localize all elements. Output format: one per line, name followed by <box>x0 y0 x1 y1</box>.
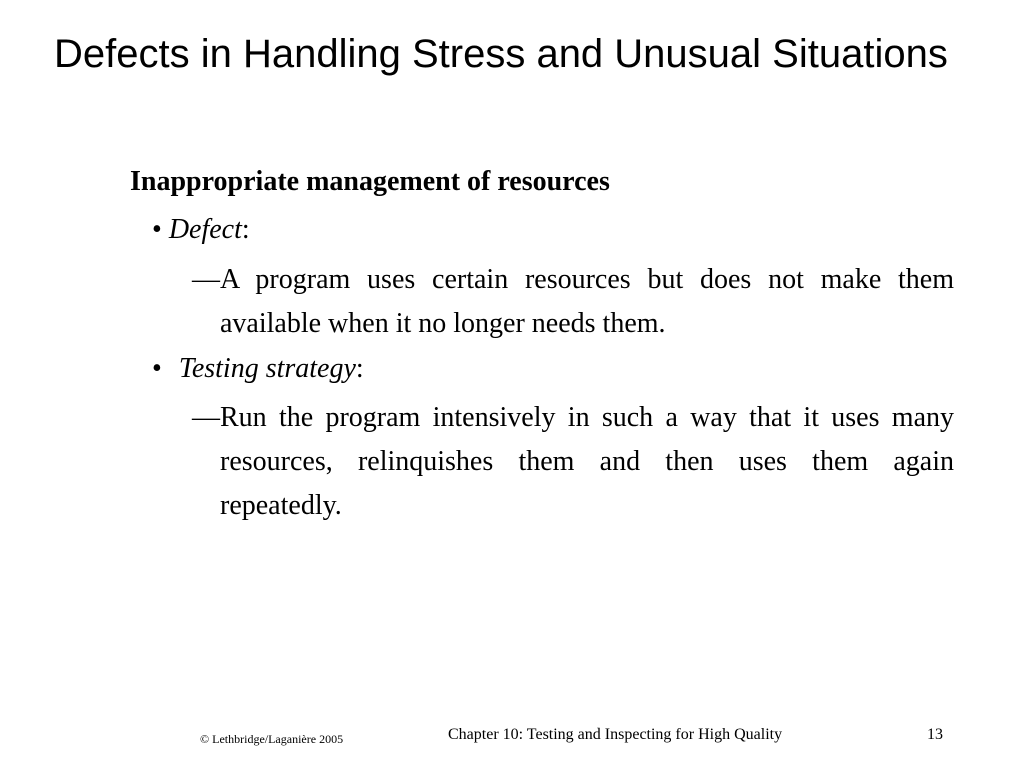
bullet-icon: • <box>152 214 162 245</box>
footer-copyright: © Lethbridge/Laganière 2005 <box>200 732 344 746</box>
bullet-item-testing-strategy <box>152 347 364 391</box>
bullet-colon: : <box>241 214 250 245</box>
section-heading: Inappropriate management of resources <box>130 166 610 197</box>
footer-page-number: 13 <box>927 726 943 743</box>
sub-item-defect-description: —A program uses certain resources but does not make them available when it no longer needs them. <box>192 264 954 339</box>
bullet-item-defect <box>152 208 250 252</box>
footer-chapter-title: Chapter 10: Testing and Inspecting for High Quality <box>448 726 783 743</box>
bullet-label: Defect <box>168 214 242 245</box>
bullet-colon: : <box>355 353 364 384</box>
bullet-label: Testing strategy <box>178 353 356 384</box>
sub-item-testing-strategy-description: —Run the program intensively in such a way that it uses many resources, relinquishes them and then uses them again repeatedly. <box>192 402 954 521</box>
slide-title: Defects in Handling Stress and Unusual Situations <box>54 32 948 76</box>
bullet-icon: • <box>152 353 162 384</box>
